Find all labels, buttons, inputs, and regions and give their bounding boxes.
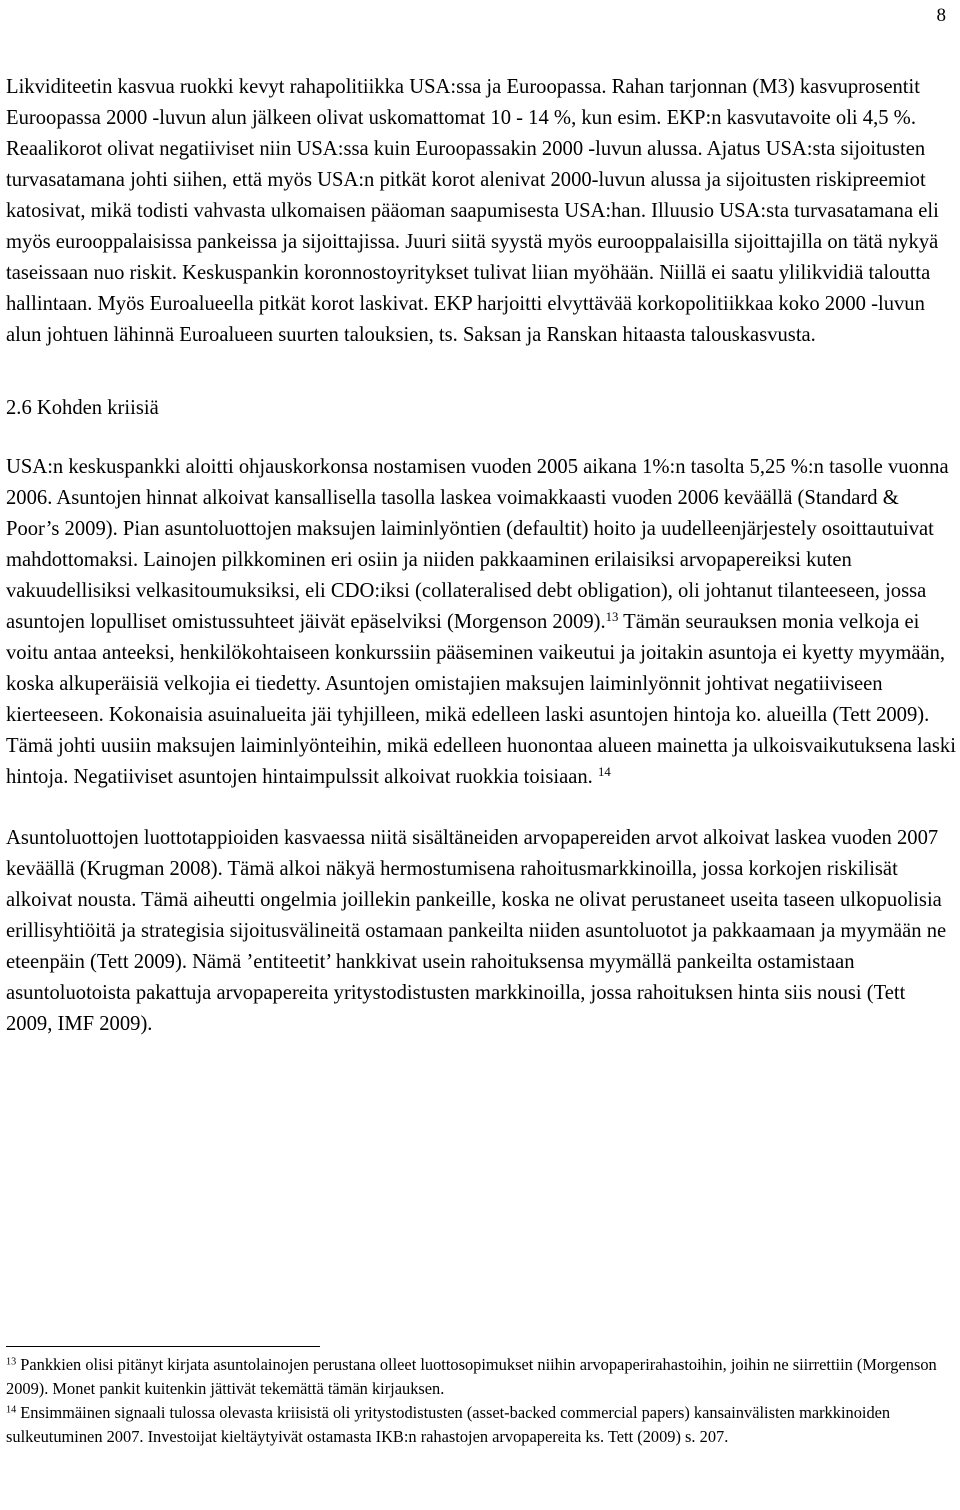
paragraph-text: Tämän seurauksen monia velkoja ei voitu antaa anteeksi, henkilökohtaiseen konkurssiin pääseminen vaikeutui ja joitakin asuntoja ei kyetty myymään, koska alkuperäisiä velkojia ei tiedetty. Asuntojen omistajien maksujen laiminlyönnit johtivat negatiiviseen kierteeseen. Kokonaisia asuinalueita jäi tyhjilleen, mikä edelleen laski asuntojen hintoja ko. alueilla (Tett 2009). Tämä johti uusiin maksujen laiminlyönteihin, mikä edelleen huonontaa alueen mainetta ja ulkoisvaikutuksena laski hintoja. Negatiiviset asuntojen hintaimpulssit alkoivat ruokkia toisiaan. bbox=[6, 611, 956, 788]
page-number: 8 bbox=[936, 5, 946, 26]
paragraph-credit-losses: Asuntoluottojen luottotappioiden kasvaessa niitä sisältäneiden arvopapereiden arvot alkoivat laskea vuoden 2007 keväällä (Krugman 2008). Tämä alkoi näkyä hermostumisena rahoitusmarkkinoilla, jossa korkojen riskilisät alkoivat nousta. Tämä aiheutti ongelmia joillekin pankeille, koska ne olivat perustaneet useita taseen ulkopuolisia erillisyhtiöitä ja strategisia sijoitusvälineitä ostamaan pankeilta niiden asuntoluotot ja pakkaamaan ja myymään ne eteenpäin (Tett 2009). Nämä ’entiteetit’ hankkivat usein rahoituksensa myymällä pankeilta ostamistaan asuntoluotoista pakattuja arvopapereita yritystodistusten markkinoilla, jossa rahoituksen hinta siis nousi (Tett 2009, IMF 2009). bbox=[6, 827, 947, 1035]
footnote-text: Pankkien olisi pitänyt kirjata asuntolainojen perustana olleet luottosopimukset niihin arvopaperirahastoihin, joihin ne siirrettiin (Morgenson 2009). Monet pankit kuitenkin jättivät tekemättä tämän kirjauksen. bbox=[6, 1355, 937, 1398]
footnote-14 bbox=[6, 1401, 951, 1449]
footnote-reference-14[interactable]: 14 bbox=[597, 764, 611, 779]
footnotes bbox=[6, 1353, 951, 1449]
footnote-reference-13[interactable]: 13 bbox=[605, 609, 619, 624]
footnote-text: Ensimmäinen signaali tulossa olevasta kriisistä oli yritystodistusten (asset-backed commercial papers) kansainvälisten markkinoiden sulkeutuminen 2007. Investoijat kieltäytyivät ostamasta IKB:n rahastojen arvopapereita ks. Tett (2009) s. 207. bbox=[6, 1403, 891, 1446]
footnote-13 bbox=[6, 1353, 951, 1401]
document-body bbox=[6, 72, 956, 1040]
footnote-number: 13 bbox=[6, 1356, 17, 1368]
paragraph-towards-crisis bbox=[6, 452, 956, 793]
footnote-divider bbox=[6, 1346, 320, 1347]
paragraph-text: USA:n keskuspankki aloitti ohjauskorkonsa nostamisen vuoden 2005 aikana 1%:n tasolta 5,25 %:n tasolle vuonna 2006. Asuntojen hinnat alkoivat kansallisella tasolla laskea voimakkaasti vuoden 2006 keväällä (Standard & Poor’s 2009). Pian asuntoluottojen maksujen laiminlyöntien (defaultit) hoito ja uudelleenjärjestely osoittautuivat mahdottomaksi. Lainojen pilkkominen eri osiin ja niiden pakkaaminen erilaisiksi arvopapereiksi kuten vakuudellisiksi velkasitoumuksiksi, eli CDO:iksi (collateralised debt obligation), oli johtanut tilanteeseen, jossa asuntojen lopulliset omistussuhteet jäivät epäselviksi (Morgenson 2009). bbox=[6, 456, 949, 633]
paragraph-liquidity: Likviditeetin kasvua ruokki kevyt rahapolitiikka USA:ssa ja Euroopassa. Rahan tarjonnan (M3) kasvuprosentit Euroopassa 2000 -luvun alun jälkeen olivat uskomattomat 10 - 14 %, kun esim. EKP:n kasvutavoite oli 4,5 %. Reaalikorot olivat negatiiviset niin USA:ssa kuin Euroopassakin 2000 -luvun alussa. Ajatus USA:sta sijoitusten turvasatamana johti siihen, että myös USA:n pitkät korot alenivat 2000-luvun alussa ja sijoitusten riskipreemiot katosivat, mikä todisti vahvasta ulkomaisen pääoman saapumisesta USA:han. Illuusio USA:sta turvasatamana eli myös eurooppalaisissa pankeissa ja sijoittajissa. Juuri siitä syystä myös eurooppalaisilla sijoittajilla on tätä nykyä taseissaan nuo riskit. Keskuspankin koronnostoyritykset tulivat liian myöhään. Niillä ei saatu ylilikvidiä taloutta hallintaan. Myös Euroalueella pitkät korot laskivat. EKP harjoitti elvyttävää korkopolitiikkaa koko 2000 -luvun alun johtuen lähinnä Euroalueen suurten talouksien, ts. Saksan ja Ranskan hitaasta talouskasvusta. bbox=[6, 76, 939, 346]
footnote-number: 14 bbox=[6, 1404, 17, 1416]
section-heading: 2.6 Kohden kriisiä bbox=[6, 397, 159, 419]
